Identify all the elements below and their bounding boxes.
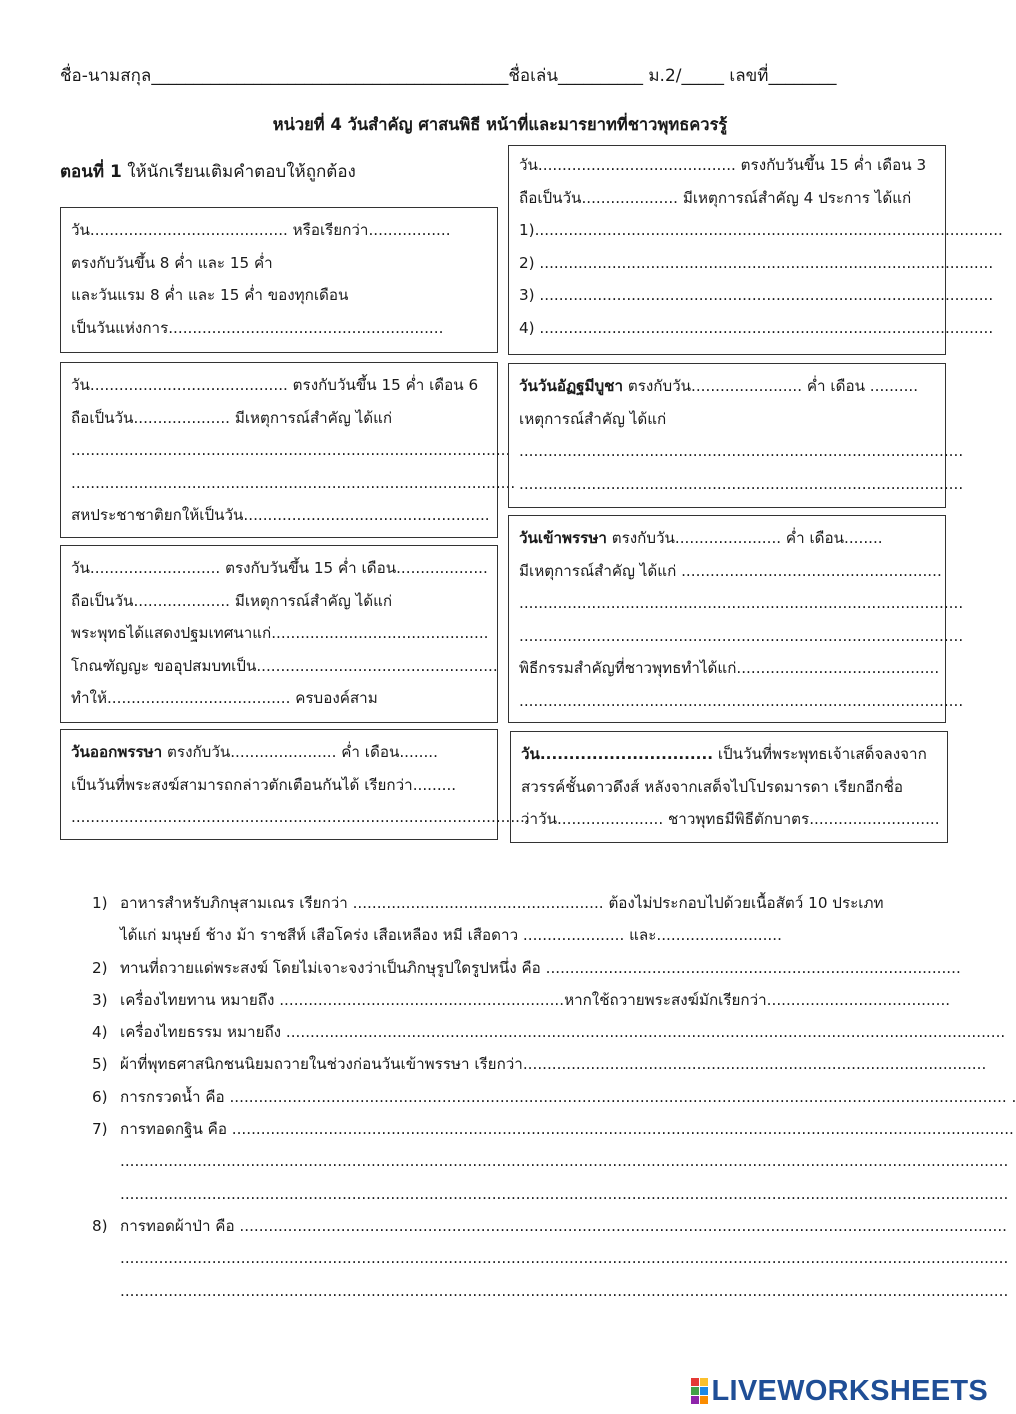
box-line: เป็นวันแห่งการ......................................................... bbox=[71, 318, 444, 337]
box-line-rest: เป็นวันที่พระพุทธเจ้าเสด็จลงจาก bbox=[713, 745, 927, 763]
box-line: ............................................................................................ bbox=[519, 442, 964, 460]
box-line: ........................................................................................... bbox=[71, 441, 511, 459]
question-text: ผ้าที่พุทธศาสนิกชนนิยมถวายในช่วงก่อนวันเข้าพรรษา เรียกว่า................................................................................................ bbox=[120, 1055, 987, 1074]
question-number: 3) bbox=[92, 990, 108, 1009]
box-line bbox=[71, 736, 487, 769]
box-line: ............................................................................................... bbox=[71, 808, 530, 826]
box-end-of-lent bbox=[60, 729, 530, 840]
box-line: วัน......................................... ตรงกับวันขึ้น 15 ค่ำ เดือน 6 bbox=[71, 376, 479, 394]
brand-square bbox=[691, 1378, 699, 1386]
box-devorohana-day bbox=[510, 731, 948, 843]
part-label: ตอนที่ 1 bbox=[60, 162, 122, 182]
brand-square bbox=[700, 1378, 708, 1386]
part-instruction: ให้นักเรียนเติมคำตอบให้ถูกต้อง bbox=[121, 162, 356, 182]
question-row bbox=[92, 1048, 987, 1080]
box-line: ถือเป็นวัน.................... มีเหตุการณ์สำคัญ ได้แก่ bbox=[71, 591, 393, 610]
box-line bbox=[521, 738, 937, 771]
question-number: 5) bbox=[92, 1055, 108, 1074]
question-text: การทอดกฐิน คือ .................................................................................................................................................................. bbox=[120, 1120, 1014, 1139]
box-atthami-day bbox=[508, 363, 964, 508]
box-asalha-day bbox=[60, 545, 498, 723]
box-line: 3) .............................................................................................. bbox=[519, 286, 994, 304]
box-line: พิธีกรรมสำคัญที่ชาวพุทธทำได้แก่.......................................... bbox=[519, 659, 940, 677]
box-line: 1)................................................................................................. bbox=[519, 221, 1003, 239]
question-row bbox=[92, 952, 961, 984]
question-number: 8) bbox=[92, 1216, 108, 1235]
question-text: อาหารสำหรับภิกษุสามเณร เรียกว่า .................................................... ต้องไม่ประกอบไปด้วยเนื้อสัตว์ 10 ประเภท bbox=[120, 894, 884, 912]
box-heading: วันออกพรรษา bbox=[71, 743, 163, 761]
box-line: มีเหตุการณ์สำคัญ ได้แก่ ...................................................... bbox=[519, 561, 942, 580]
question-row bbox=[92, 984, 951, 1016]
question-number: 4) bbox=[92, 1023, 108, 1042]
question-row bbox=[92, 887, 942, 919]
question-text: การทอดผ้าป่า คือ ............................................................................................................................................................... bbox=[120, 1216, 1008, 1235]
question-row bbox=[92, 1113, 1014, 1145]
box-line: ............................................................................................ bbox=[519, 691, 964, 710]
question-row bbox=[92, 1145, 1009, 1177]
box-heading: วันเข้าพรรษา bbox=[519, 529, 607, 547]
box-line: ว่าวัน...................... ชาวพุทธมีพิธีตักบาตร........................... bbox=[521, 810, 940, 828]
question-number: 2) bbox=[92, 958, 108, 977]
box-line: ถือเป็นวัน.................... มีเหตุการณ์สำคัญ ได้แก่ bbox=[71, 408, 393, 427]
box-visakha-day bbox=[60, 362, 516, 538]
question-text: ได้แก่ มนุษย์ ช้าง ม้า ราชสีห์ เสือโคร่ง เสือเหลือง หมี เสือดาว ..................... และ.......................... bbox=[120, 926, 782, 945]
student-info-line: ชื่อ-นามสกุล__________________________________________ชื่อเล่น__________ ม.2/_____ เลขที่________ bbox=[60, 66, 837, 86]
question-row bbox=[92, 1275, 1009, 1307]
box-line: เหตุการณ์สำคัญ ได้แก่ bbox=[519, 409, 667, 428]
question-number: 1) bbox=[92, 894, 108, 912]
question-row bbox=[92, 1178, 1009, 1210]
question-text: การกรวดน้ำ คือ ................................................................................................................................................................. . bbox=[120, 1087, 1016, 1106]
question-number: 6) bbox=[92, 1087, 108, 1106]
question-text: เครื่องไทยทาน หมายถึง ...........................................................หากใช้ถวายพระสงฆ์มักเรียกว่า...................................... bbox=[120, 990, 951, 1009]
box-line bbox=[519, 370, 935, 403]
box-line: วัน......................................... ตรงกับวันขึ้น 15 ค่ำ เดือน 3 bbox=[519, 156, 927, 174]
box-line-rest: ตรงกับวัน...................... ค่ำ เดือน........ bbox=[162, 743, 438, 761]
box-line: ............................................................................................ bbox=[519, 626, 964, 645]
question-text: ........................................................................................................................................................................................ bbox=[120, 1281, 1009, 1300]
part-heading bbox=[60, 158, 356, 185]
question-row bbox=[92, 1210, 1008, 1242]
box-line-rest: ตรงกับวัน...................... ค่ำ เดือน........ bbox=[606, 529, 883, 547]
box-line: 4) .............................................................................................. bbox=[519, 318, 994, 337]
question-text: ........................................................................................................................................................................................ bbox=[120, 1152, 1009, 1171]
question-text: ทานที่ถวายแด่พระสงฆ์ โดยไม่เจาะจงว่าเป็นภิกษุรูปใดรูปหนึ่ง คือ ...................................................................................... bbox=[120, 958, 961, 977]
brand-text: LIVEWORKSHEETS bbox=[711, 1374, 988, 1407]
question-row bbox=[92, 1081, 1016, 1113]
worksheet-title: หน่วยที่ 4 วันสำคัญ ศาสนพิธี หน้าที่และมารยาทที่ชาวพุทธควรรู้ bbox=[272, 115, 728, 134]
box-line: พระพุทธได้แสดงปฐมเทศนาแก่............................................. bbox=[71, 624, 489, 642]
question-text: ........................................................................................................................................................................................ bbox=[120, 1184, 1009, 1203]
box-heading: วัน.............................. bbox=[521, 745, 713, 763]
question-text: ........................................................................................................................................................................................ bbox=[120, 1249, 1009, 1268]
question-row bbox=[92, 1016, 1006, 1048]
brand-square bbox=[700, 1396, 708, 1404]
box-line: ตรงกับวันขึ้น 8 ค่ำ และ 15 ค่ำ bbox=[71, 253, 273, 272]
brand-square bbox=[691, 1387, 699, 1395]
question-row bbox=[92, 919, 942, 951]
box-uposatha-day bbox=[60, 207, 498, 353]
box-line: ถือเป็นวัน.................... มีเหตุการณ์สำคัญ 4 ประการ ได้แก่ bbox=[519, 188, 912, 207]
box-line: วัน........................... ตรงกับวันขึ้น 15 ค่ำ เดือน................... bbox=[71, 559, 488, 577]
brand-mark-icon bbox=[691, 1378, 708, 1404]
question-list bbox=[92, 887, 1016, 1307]
box-line: สวรรค์ชั้นดาวดึงส์ หลังจากเสด็จไปโปรดมารดา เรียกอีกชื่อ bbox=[521, 777, 904, 796]
box-line: ............................................................................................ bbox=[519, 474, 964, 493]
box-line: และวันแรม 8 ค่ำ และ 15 ค่ำ ของทุกเดือน bbox=[71, 286, 349, 304]
box-line: สหประชาชาติยกให้เป็นวัน................................................... bbox=[71, 506, 490, 524]
box-line-rest: ตรงกับวัน....................... ค่ำ เดือน .......... bbox=[623, 377, 919, 395]
question-number: 7) bbox=[92, 1120, 108, 1139]
brand-square bbox=[700, 1387, 708, 1395]
box-line: ทำให้...................................... ครบองค์สาม bbox=[71, 689, 378, 707]
question-text: เครื่องไทยธรรม หมายถึง ..................................................................................................................................................... bbox=[120, 1023, 1006, 1042]
box-line: วัน......................................... หรือเรียกว่า................. bbox=[71, 221, 451, 239]
box-magha-day bbox=[508, 145, 1003, 355]
box-line: โกณฑัญญะ ขออุปสมบทเป็น.................................................. bbox=[71, 656, 498, 675]
box-line: ............................................................................................ bbox=[519, 594, 964, 612]
box-start-of-lent bbox=[508, 515, 964, 723]
question-row bbox=[92, 1242, 1009, 1274]
box-line: เป็นวันที่พระสงฆ์สามารถกล่าวตักเตือนกันได้ เรียกว่า......... bbox=[71, 775, 457, 794]
box-heading: วันวันอัฏฐมีบูชา bbox=[519, 377, 624, 395]
box-line: 2) .............................................................................................. bbox=[519, 253, 994, 272]
liveworksheets-logo bbox=[691, 1375, 989, 1407]
brand-square bbox=[691, 1396, 699, 1404]
box-line: ............................................................................................ bbox=[71, 473, 516, 492]
box-line bbox=[519, 522, 935, 555]
